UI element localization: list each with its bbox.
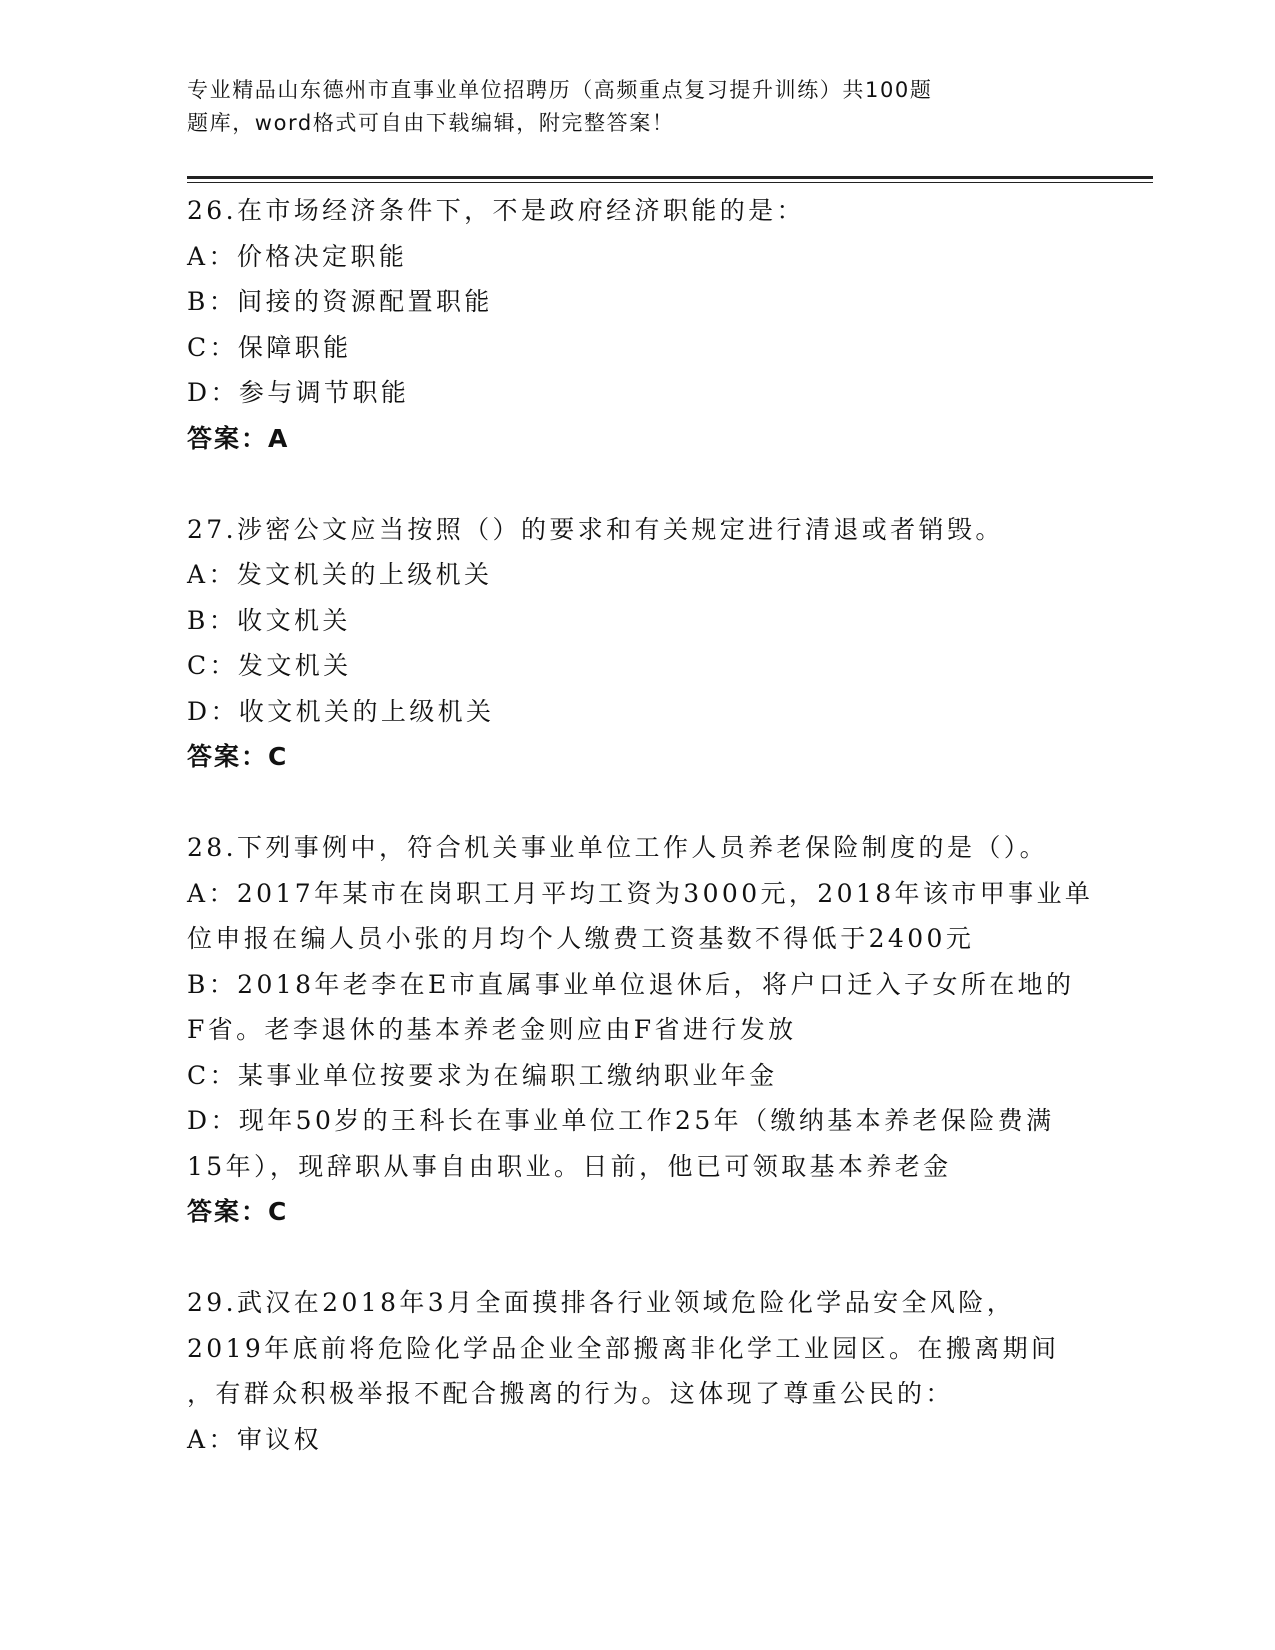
header-line: 专业精品山东德州市直事业单位招聘历（高频重点复习提升训练）共100题 — [187, 78, 933, 102]
question-29 — [187, 1280, 1087, 1462]
option-d: D：现年50岁的王科长在事业单位工作25年（缴纳基本养老保险费满 — [187, 1106, 1055, 1135]
option-c: C：某事业单位按要求为在编职工缴纳职业年金 — [187, 1060, 778, 1090]
option-a: A：发文机关的上级机关 — [187, 560, 493, 589]
header-divider-thick — [187, 176, 1153, 179]
option-b-continued: F省。老李退休的基本养老金则应由F省进行发放 — [187, 1015, 797, 1044]
header-line: 题库，word格式可自由下载编辑，附完整答案！ — [187, 111, 675, 135]
question-stem: 26.在市场经济条件下，不是政府经济职能的是： — [187, 196, 805, 225]
option-c: C：发文机关 — [187, 651, 352, 680]
option-a-continued: 位申报在编人员小张的月均个人缴费工资基数不得低于2400元 — [187, 924, 975, 953]
question-26 — [187, 188, 1087, 461]
document-header — [187, 74, 1007, 140]
option-b: B：2018年老李在E市直属事业单位退休后，将户口迁入子女所在地的 — [187, 969, 1075, 999]
header-divider-thin — [187, 182, 1153, 183]
option-d: D：参与调节职能 — [187, 378, 410, 407]
answer-label: 答案：C — [187, 1197, 289, 1226]
option-a: A：审议权 — [187, 1424, 323, 1454]
option-a: A：2017年某市在岗职工月平均工资为3000元，2018年该市甲事业单 — [187, 878, 1094, 908]
question-stem-continued: ，有群众积极举报不配合搬离的行为。这体现了尊重公民的： — [187, 1379, 954, 1408]
option-a: A：价格决定职能 — [187, 241, 408, 271]
option-c: C：保障职能 — [187, 332, 352, 362]
question-list — [187, 188, 1094, 1508]
question-stem: 29.武汉在2018年3月全面摸排各行业领域危险化学品安全风险， — [187, 1288, 1016, 1317]
question-27 — [187, 507, 1087, 780]
option-d-continued: 15年），现辞职从事自由职业。日前，他已可领取基本养老金 — [187, 1151, 952, 1181]
option-b: B：收文机关 — [187, 605, 351, 635]
answer-label: 答案：C — [187, 742, 289, 771]
answer-label: 答案：A — [187, 423, 290, 453]
question-stem: 27.涉密公文应当按照（）的要求和有关规定进行清退或者销毁。 — [187, 514, 1004, 544]
question-28 — [187, 825, 1094, 1235]
question-stem: 28.下列事例中，符合机关事业单位工作人员养老保险制度的是（）。 — [187, 833, 1049, 862]
option-d: D：收文机关的上级机关 — [187, 696, 495, 726]
question-stem-continued: 2019年底前将危险化学品企业全部搬离非化学工业园区。在搬离期间 — [187, 1333, 1060, 1363]
option-b: B：间接的资源配置职能 — [187, 287, 493, 316]
